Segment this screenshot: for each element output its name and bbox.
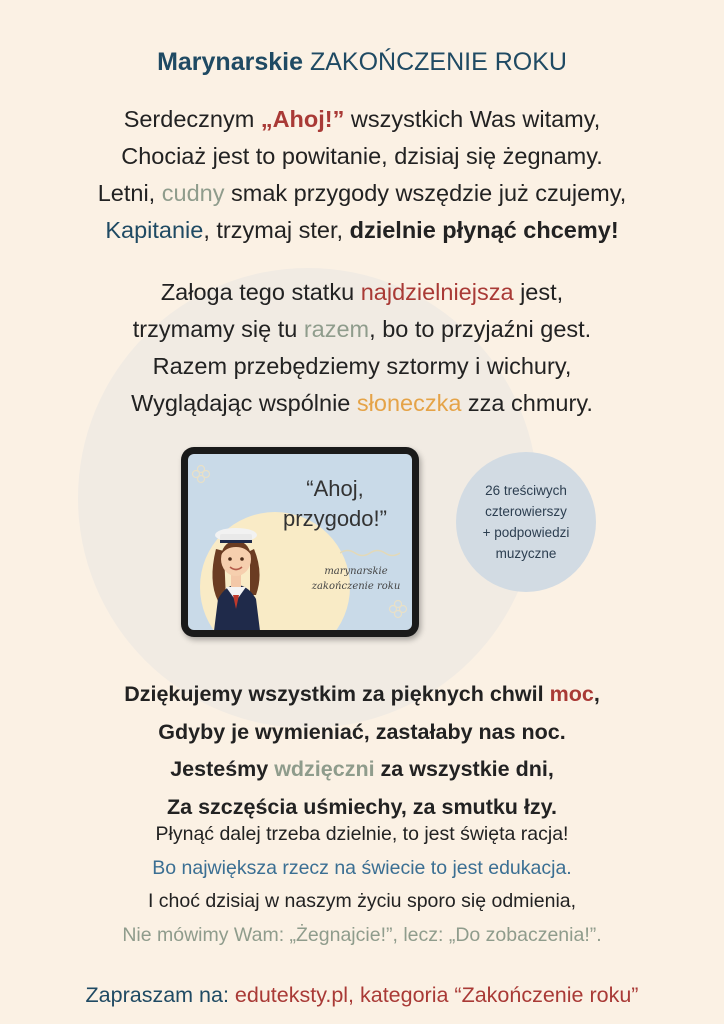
stanza-3-line-4: Za szczęścia uśmiechy, za smutku łzy. [167, 794, 557, 819]
text: wszystkich Was witamy, [344, 106, 601, 132]
stanza-4-line-1: Płynąć dalej trzeba dzielnie, to jest święta racja! [155, 823, 569, 845]
text: , bo to przyjaźni gest. [369, 316, 592, 342]
stanza-3 [0, 676, 724, 826]
stanza-2-line-3: Razem przebędziemy sztormy i wichury, [152, 353, 572, 379]
highlight-sloneczka: słoneczka [356, 390, 462, 416]
text: zza chmury. [461, 390, 593, 416]
title-bold: Marynarskie [157, 48, 303, 76]
stanza-4-line-3: I choć dzisiaj w naszym życiu sporo się odmienia, [147, 890, 577, 912]
text: trzymamy się tu [132, 316, 304, 342]
stanza-1-line-1 [0, 101, 724, 138]
page-title [0, 48, 724, 77]
wave-decoration [340, 548, 400, 558]
highlight-razem: razem [303, 316, 370, 342]
title-rest: ZAKOŃCZENIE ROKU [309, 48, 567, 76]
stanza-4-line-4: Nie mówimy Wam: „Żegnajcie!”, lecz: „Do zobaczenia!”. [122, 923, 602, 946]
flower-icon [388, 599, 408, 619]
cover-quote-line-1: “Ahoj, [306, 476, 364, 501]
text: , [593, 682, 600, 706]
footer-link[interactable]: eduteksty.pl, kategoria “Zakończenie roku” [234, 983, 639, 1007]
stanza-3-line-1 [0, 676, 724, 714]
stanza-1-line-2: Chociaż jest to powitanie, dzisiaj się żegnamy. [121, 143, 603, 169]
stanza-2 [0, 274, 724, 422]
text: Wyglądając wspólnie [131, 390, 357, 416]
text: jest, [513, 279, 564, 305]
text: Dziękujemy wszystkim za pięknych chwil [124, 682, 550, 706]
highlight-bold: dzielnie płynąć chcemy! [349, 217, 619, 243]
badge-text [483, 480, 570, 564]
badge-line-3: + podpowiedzi [482, 525, 570, 540]
stanza-4-line-2: Bo największa rzecz na świecie to jest edukacja. [152, 856, 572, 879]
stanza-3-line-3 [0, 751, 724, 789]
info-badge [456, 452, 596, 592]
flower-icon [191, 464, 211, 484]
footer [0, 983, 724, 1008]
text: Letni, [97, 180, 162, 206]
highlight-moc: moc [549, 682, 594, 706]
cover-quote-line-2: przygodo!” [283, 506, 387, 531]
stanza-2-line-2 [0, 311, 724, 348]
cover-image [188, 454, 412, 630]
cover-subtitle [300, 564, 412, 594]
highlight-cudny: cudny [161, 180, 225, 206]
text: Jesteśmy [170, 757, 275, 781]
badge-line-4: muzyczne [495, 546, 557, 561]
highlight-kapitanie: Kapitanie [105, 217, 204, 243]
tablet-mockup [181, 447, 419, 637]
text: Załoga tego statku [160, 279, 361, 305]
footer-prefix: Zapraszam na: [85, 983, 235, 1007]
text: , trzymaj ster, [203, 217, 350, 243]
stanza-2-line-4 [0, 385, 724, 422]
highlight-najdzielniejsza: najdzielniejsza [360, 279, 514, 305]
stanza-4 [0, 818, 724, 952]
text: za wszystkie dni, [374, 757, 554, 781]
text: Serdecznym [123, 106, 261, 132]
stanza-1-line-3 [0, 175, 724, 212]
cover-quote [270, 474, 400, 534]
stanza-2-line-1 [0, 274, 724, 311]
badge-line-1: 26 treściwych [485, 483, 567, 498]
stanza-1 [0, 101, 724, 249]
cover-subtitle-line-1: marynarskie [324, 566, 388, 577]
stanza-3-line-2: Gdyby je wymieniać, zastałaby nas noc. [158, 719, 566, 744]
text: smak przygody wszędzie już czujemy, [224, 180, 627, 206]
badge-line-2: czterowierszy [485, 504, 567, 519]
stanza-1-line-4 [0, 212, 724, 249]
sailor-girl-illustration [202, 511, 272, 630]
cover-subtitle-line-2: zakończenie roku [311, 581, 401, 592]
highlight-ahoj: „Ahoj!” [260, 106, 345, 132]
highlight-wdzieczni: wdzięczni [274, 757, 375, 781]
